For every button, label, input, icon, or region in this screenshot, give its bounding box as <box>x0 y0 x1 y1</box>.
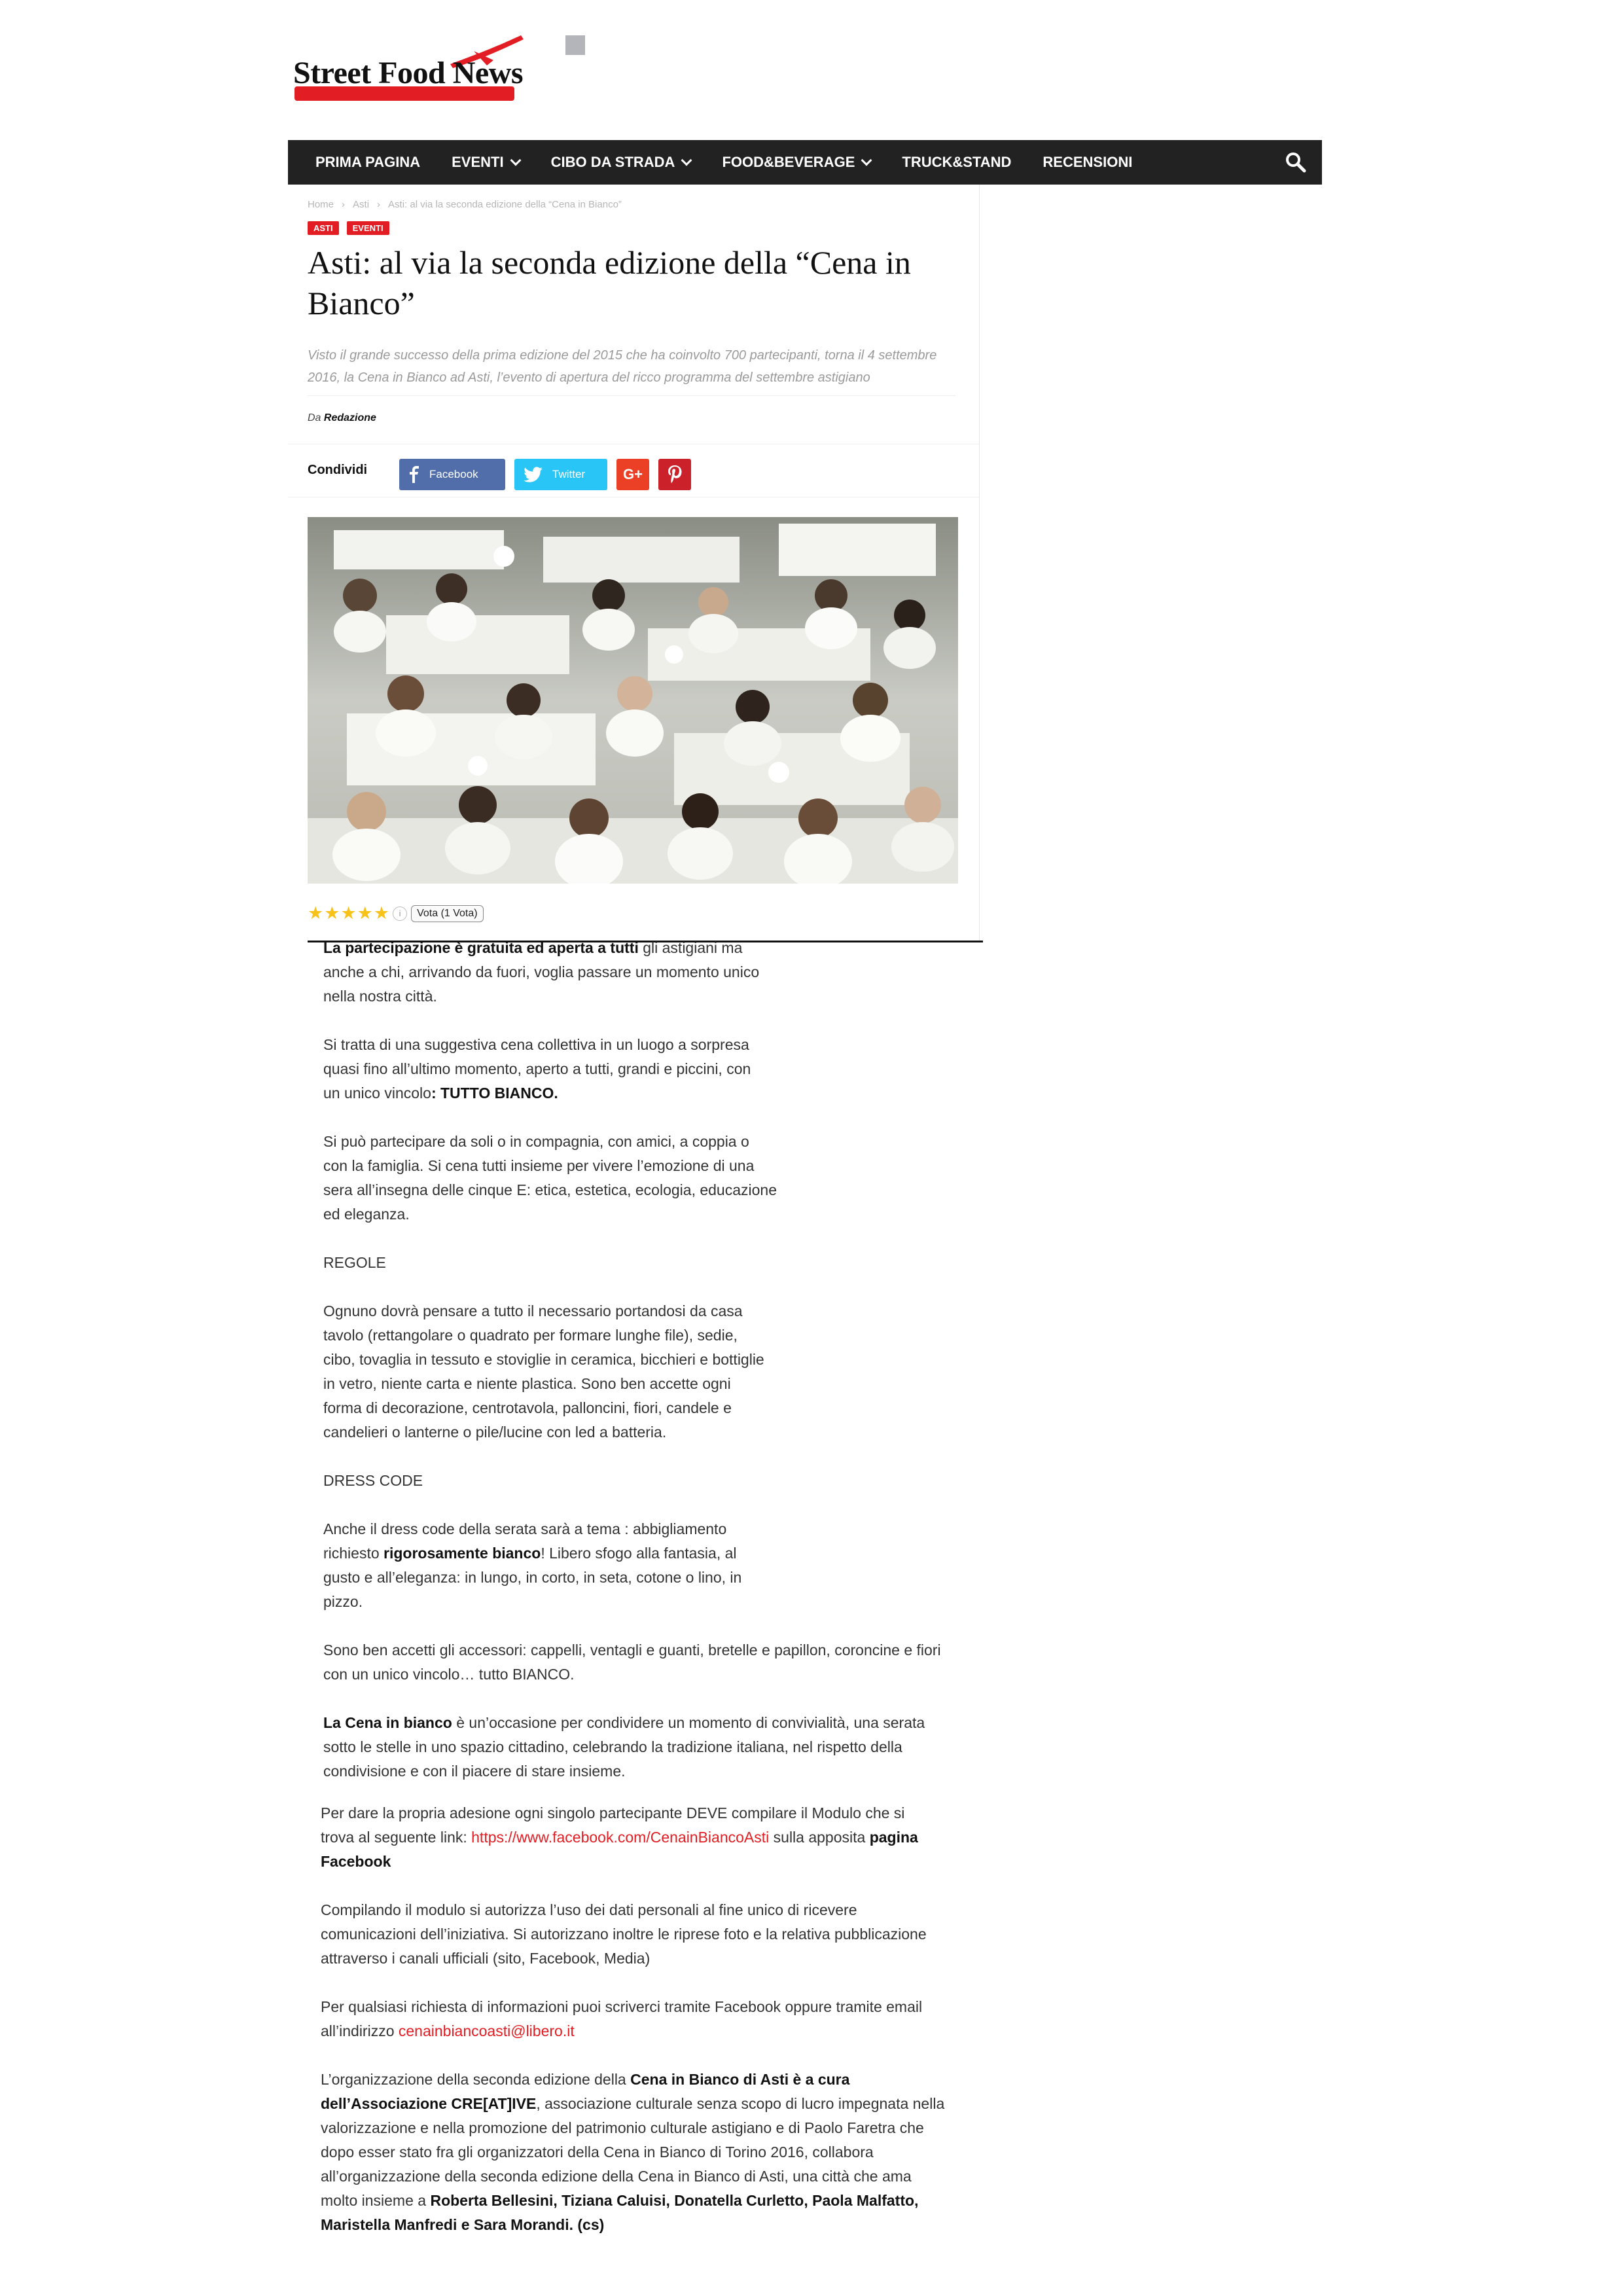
paragraph-line: trova al seguente link: https://www.facebook.com/CenainBiancoAsti sulla apposita pagina <box>321 1829 918 1846</box>
paragraph-line: La Cena in bianco è un’occasione per condividere un momento di convivialità, una serata <box>323 1714 925 1731</box>
search-icon[interactable] <box>1284 151 1308 174</box>
twitter-share-button[interactable]: Twitter <box>514 459 607 490</box>
star-icon[interactable]: ★ <box>308 903 324 923</box>
paragraph-line: molto insieme a Roberta Bellesini, Tiziana Caluisi, Donatella Curletto, Paola Malfatto, <box>321 2192 919 2209</box>
chevron-down-icon <box>861 155 872 166</box>
paragraph-line: Si può partecipare da soli o in compagnia, con amici, a coppia o <box>323 1133 749 1150</box>
nav-item-truck-stand[interactable]: TRUCK&STAND <box>902 154 1012 170</box>
twitter-icon <box>524 467 543 482</box>
paragraph-line: con la famiglia. Si cena tutti insieme per vivere l’emozione di una <box>323 1157 755 1174</box>
breadcrumb-separator-icon: › <box>377 199 381 210</box>
paragraph-line: Per dare la propria adesione ogni singolo partecipante DEVE compilare il Modulo che si <box>321 1804 905 1821</box>
article-photo <box>308 517 958 884</box>
article-lead: Visto il grande successo della prima edizione del 2015 che ha coinvolto 700 partecipanti, torna il 4 settembre 2016, la Cena in Bianco ad Asti, l’evento di apertura del ricco programma del settembre astigiano <box>308 344 955 396</box>
breadcrumb-current: Asti: al via la seconda edizione della “Cena in Bianco” <box>388 199 622 210</box>
paragraph-line: dopo esser stato fra gli organizzatori della Cena in Bianco di Torino 2016, collabora <box>321 2144 874 2161</box>
paragraph-line: sera all’insegna delle cinque E: etica, estetica, ecologia, educazione <box>323 1181 777 1198</box>
paragraph-line: valorizzazione e nella promozione del patrimonio culturale astigiano e di Paolo Faretra che <box>321 2119 924 2136</box>
paragraph-line: dell’Associazione CRE[AT]IVE, associazione culturale senza scopo di lucro impegnata nella <box>321 2095 945 2112</box>
nav-item-prima-pagina[interactable]: PRIMA PAGINA <box>315 154 421 170</box>
share-bar <box>288 444 979 497</box>
section-heading-regole: REGOLE <box>323 1254 386 1271</box>
chevron-down-icon <box>510 155 521 166</box>
pinterest-share-button[interactable] <box>658 459 691 490</box>
nav-item-cibo-da-strada[interactable]: CIBO DA STRADA <box>535 154 707 171</box>
paragraph-line: Per qualsiasi richiesta di informazioni puoi scriverci tramite Facebook oppure tramite email <box>321 1998 923 2015</box>
paragraph-line: attraverso i canali ufficiali (sito, Facebook, Media) <box>321 1950 651 1967</box>
paragraph-line: gusto e all’eleganza: in lungo, in corto, in seta, cotone o lino, in <box>323 1569 742 1586</box>
paragraph-line: Si tratta di una suggestiva cena collettiva in un luogo a sorpresa <box>323 1036 749 1053</box>
breadcrumb <box>308 199 622 210</box>
breadcrumb-section[interactable]: Asti <box>353 199 370 210</box>
facebook-page-link[interactable]: https://www.facebook.com/CenainBiancoAsti <box>471 1829 770 1846</box>
author-link[interactable]: Redazione <box>323 412 376 423</box>
star-icon[interactable]: ★ <box>373 903 390 923</box>
main-nav <box>288 140 1322 185</box>
facebook-share-button[interactable]: Facebook <box>399 459 505 490</box>
section-heading-dress-code: DRESS CODE <box>323 1472 423 1489</box>
paragraph-line: con un unico vincolo… tutto BIANCO. <box>323 1666 575 1683</box>
facebook-icon <box>408 466 420 483</box>
dinner-crowd-image <box>308 517 958 884</box>
breadcrumb-home[interactable]: Home <box>308 199 334 210</box>
paragraph-line: sotto le stelle in uno spazio cittadino, celebrando la tradizione italiana, nel rispetto della <box>323 1738 902 1755</box>
paragraph-line: Facebook <box>321 1853 391 1870</box>
vote-button[interactable]: Vota (1 Vota) <box>411 905 484 922</box>
paragraph-line: quasi fino all’ultimo momento, aperto a tutti, grandi e piccini, con <box>323 1060 751 1077</box>
star-icon[interactable]: ★ <box>324 903 340 923</box>
email-link[interactable]: cenainbiancoasti@libero.it <box>398 2022 575 2039</box>
rating-widget <box>308 905 484 922</box>
info-icon[interactable]: i <box>393 906 407 921</box>
author-line: Da Redazione <box>308 412 376 423</box>
site-logo[interactable] <box>288 31 589 110</box>
breadcrumb-separator-icon: › <box>342 199 346 210</box>
paragraph-line: comunicazioni dell’iniziativa. Si autorizzano inoltre le riprese foto e la relativa pubblicazione <box>321 1926 927 1943</box>
paragraph-participation: La partecipazione è gratuita ed aperta a tutti gli astigiani ma <box>323 939 743 956</box>
nav-item-recensioni[interactable]: RECENSIONI <box>1043 154 1133 170</box>
paragraph-line: condivisione e con il piacere di stare insieme. <box>323 1763 626 1780</box>
paragraph-line: pizzo. <box>323 1593 363 1610</box>
paragraph-line: forma di decorazione, centrotavola, palloncini, fiori, candele e <box>323 1399 732 1416</box>
googleplus-share-button[interactable] <box>616 459 649 490</box>
star-icon[interactable]: ★ <box>357 903 373 923</box>
category-tags <box>308 221 389 235</box>
pinterest-icon <box>668 465 682 484</box>
paragraph-line: in vetro, niente carta e niente plastica. Sono ben accette ogni <box>323 1375 731 1392</box>
nav-item-eventi[interactable]: EVENTI <box>436 154 535 171</box>
paragraph-line: Maristella Manfredi e Sara Morandi. (cs) <box>321 2216 605 2233</box>
googleplus-icon: G+ <box>623 466 643 482</box>
paragraph-line: all’indirizzo cenainbiancoasti@libero.it <box>321 2022 575 2039</box>
paragraph-line: cibo, tovaglia in tessuto e stoviglie in ceramica, bicchieri e bottiglie <box>323 1351 764 1368</box>
nav-item-food-beverage[interactable]: FOOD&BEVERAGE <box>706 154 886 171</box>
paragraph-line: nella nostra città. <box>323 988 437 1005</box>
paragraph-line: Compilando il modulo si autorizza l’uso dei dati personali al fine unico di ricevere <box>321 1901 857 1918</box>
paragraph-line: all’organizzazione della seconda edizione della Cena in Bianco di Asti, una città che ama <box>321 2168 912 2185</box>
paragraph-line: ed eleganza. <box>323 1206 410 1223</box>
category-tag-eventi[interactable]: EVENTI <box>347 221 389 235</box>
paragraph-line: L’organizzazione della seconda edizione della Cena in Bianco di Asti è a cura <box>321 2071 850 2088</box>
category-tag-asti[interactable]: ASTI <box>308 221 339 235</box>
logo-text: Street Food News <box>293 56 524 90</box>
paragraph-line: richiesto rigorosamente bianco! Libero sfogo alla fantasia, al <box>323 1545 737 1562</box>
chevron-down-icon <box>681 155 692 166</box>
share-label: Condividi <box>308 463 368 477</box>
article-header <box>288 185 980 942</box>
paragraph-line: Anche il dress code della serata sarà a tema : abbigliamento <box>323 1520 727 1537</box>
paragraph-line: un unico vincolo: TUTTO BIANCO. <box>323 1085 558 1102</box>
logo-square <box>565 35 585 55</box>
paragraph-line: Ognuno dovrà pensare a tutto il necessario portandosi da casa <box>323 1302 743 1319</box>
paragraph-line: tavolo (rettangolare o quadrato per formare lunghe file), sedie, <box>323 1327 738 1344</box>
page-title: Asti: al via la seconda edizione della “Cena in Bianco” <box>308 244 911 321</box>
paragraph-line: anche a chi, arrivando da fuori, voglia passare un momento unico <box>323 963 760 980</box>
paragraph-line: Sono ben accetti gli accessori: cappelli, ventagli e guanti, bretelle e papillon, coroncine e fiori <box>323 1641 941 1659</box>
paragraph-line: candelieri o lanterne o pile/lucine con led a batteria. <box>323 1424 667 1441</box>
star-icon[interactable]: ★ <box>340 903 357 923</box>
